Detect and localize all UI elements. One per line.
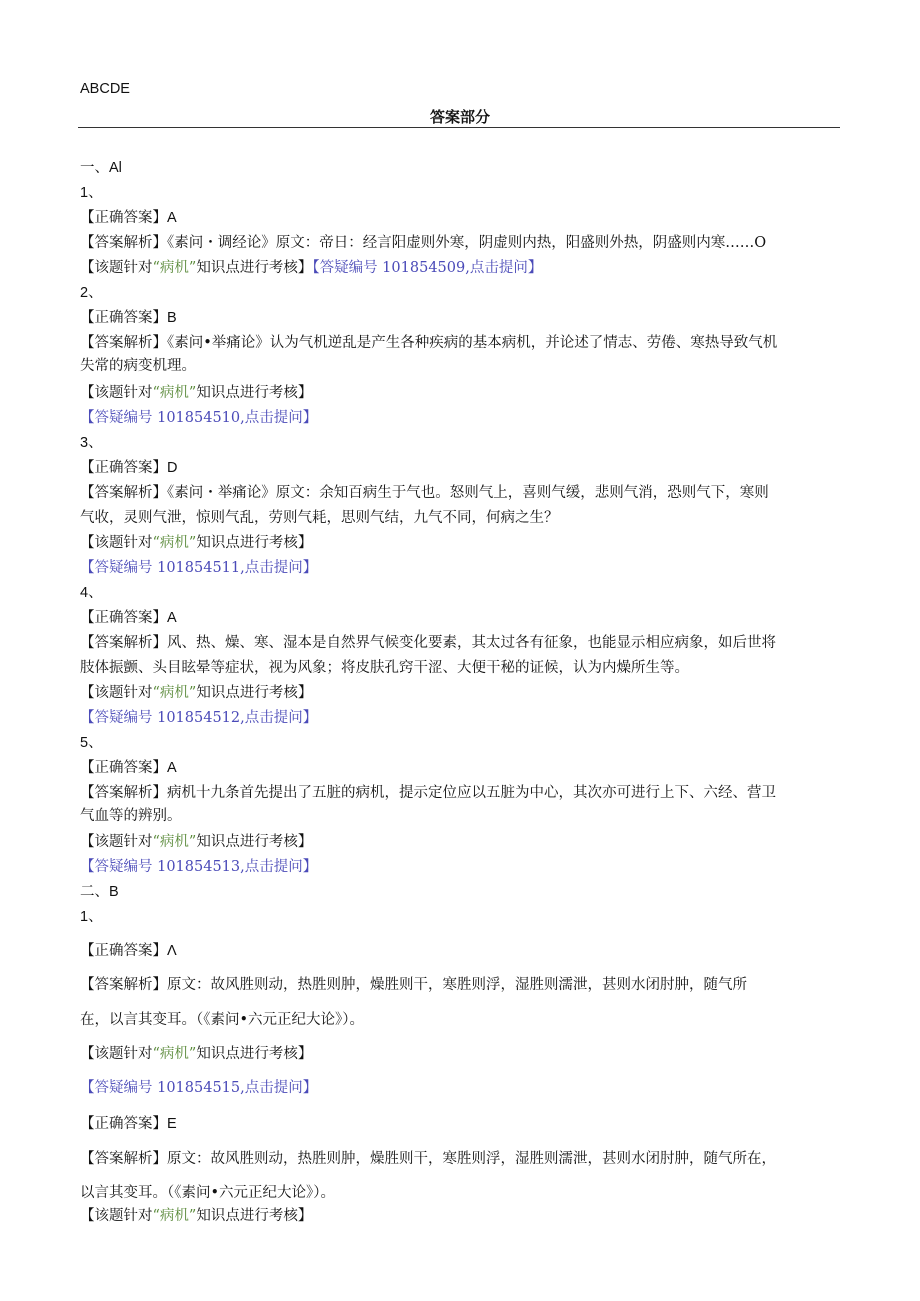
correct-answer: 【正确答案】A	[80, 610, 177, 626]
correct-answer: 【正确答案】Λ	[80, 943, 177, 959]
answer-analysis-cont: 气收，灵则气泄，惊则气乱，劳则气耗，思则气结，九气不同，何病之生？	[80, 510, 559, 526]
correct-answer: 【正确答案】A	[80, 760, 177, 776]
topic-note: 【该题针对“病机”知识点进行考核】	[80, 385, 313, 401]
qa-link[interactable]: 【答疑编号 101854509,点击提问】	[312, 260, 543, 276]
section-b-title: 二、B	[80, 884, 119, 900]
section-a-title: 一、Al	[80, 160, 122, 176]
topic-note: 【该题针对“病机”知识点进行考核】	[80, 834, 313, 850]
question-number: 3、	[80, 435, 103, 451]
qa-link[interactable]: 【答疑编号 101854515,点击提问】	[80, 1080, 318, 1096]
answer-analysis-cont: 肢体振颤、头目眩晕等症状，视为风象；将皮肤孔窍干涩、大便干秘的证候，认为内燥所生等。	[80, 660, 689, 676]
correct-answer: 【正确答案】E	[80, 1116, 177, 1132]
answer-analysis-cont: 在，以言其变耳。（《素问•六元正纪大论》）。	[80, 1012, 365, 1028]
correct-answer: 【正确答案】D	[80, 460, 178, 476]
qa-link[interactable]: 【答疑编号 101854510,点击提问】	[80, 410, 318, 426]
answer-analysis: 【答案解析】《素问・举痛论》原文：余知百病生于气也。怒则气上，喜则气缓，悲则气消，恐则气下，寒则	[80, 485, 769, 501]
answer-analysis: 【答案解析】原文：故风胜则动，热胜则肿，燥胜则干，寒胜则浮，湿胜则濡泄，甚则水闭肘肿，随气所	[80, 977, 747, 993]
section-heading: 答案部分	[429, 109, 490, 126]
question-number: 1、	[80, 909, 103, 925]
heading-rule	[78, 127, 840, 128]
question-number: 4、	[80, 585, 103, 601]
topic-note: 【该题针对“病机”知识点进行考核】	[80, 685, 313, 701]
options-line: ABCDE	[80, 81, 130, 97]
correct-answer: 【正确答案】A	[80, 210, 177, 226]
qa-link[interactable]: 【答疑编号 101854513,点击提问】	[80, 859, 318, 875]
topic-note: 【该题针对“病机”知识点进行考核】	[80, 1208, 313, 1224]
answer-analysis: 【答案解析】《素问・调经论》原文：帝日：经言阳虚则外寒，阴虚则内热，阳盛则外热，阴盛则内寒……O	[80, 235, 767, 251]
answer-analysis-cont: 以言其变耳。（《素问•六元正纪大论》）。	[80, 1185, 336, 1201]
answer-analysis: 【答案解析】《素问•举痛论》认为气机逆乱是产生各种疾病的基本病机，并论述了情志、劳倦、寒热导致气机	[80, 335, 778, 351]
topic-note: 【该题针对“病机”知识点进行考核】	[80, 535, 313, 551]
question-number: 2、	[80, 285, 103, 301]
question-number: 1、	[80, 185, 103, 201]
answer-analysis-cont: 气血等的辨别。	[80, 808, 182, 824]
topic-note: 【该题针对“病机”知识点进行考核】	[80, 1046, 313, 1062]
question-number: 5、	[80, 735, 103, 751]
answer-analysis: 【答案解析】病机十九条首先提出了五脏的病机，提示定位应以五脏为中心，其次亦可进行上下、六经、营卫	[80, 785, 776, 801]
topic-note: 【该题针对“病机”知识点进行考核】【答疑编号 101854509,点击提问】	[80, 260, 543, 276]
answer-analysis: 【答案解析】风、热、燥、寒、湿本是自然界气候变化要素，其太过各有征象，也能显示相应病象，如后世将	[80, 635, 776, 651]
answer-analysis-cont: 失常的病变机理。	[80, 358, 196, 374]
answer-analysis: 【答案解析】原文：故风胜则动，热胜则肿，燥胜则干，寒胜则浮，湿胜则濡泄，甚则水闭肘肿，随气所在，	[80, 1151, 776, 1167]
qa-link[interactable]: 【答疑编号 101854511,点击提问】	[80, 560, 318, 576]
qa-link[interactable]: 【答疑编号 101854512,点击提问】	[80, 710, 318, 726]
correct-answer: 【正确答案】B	[80, 310, 177, 326]
